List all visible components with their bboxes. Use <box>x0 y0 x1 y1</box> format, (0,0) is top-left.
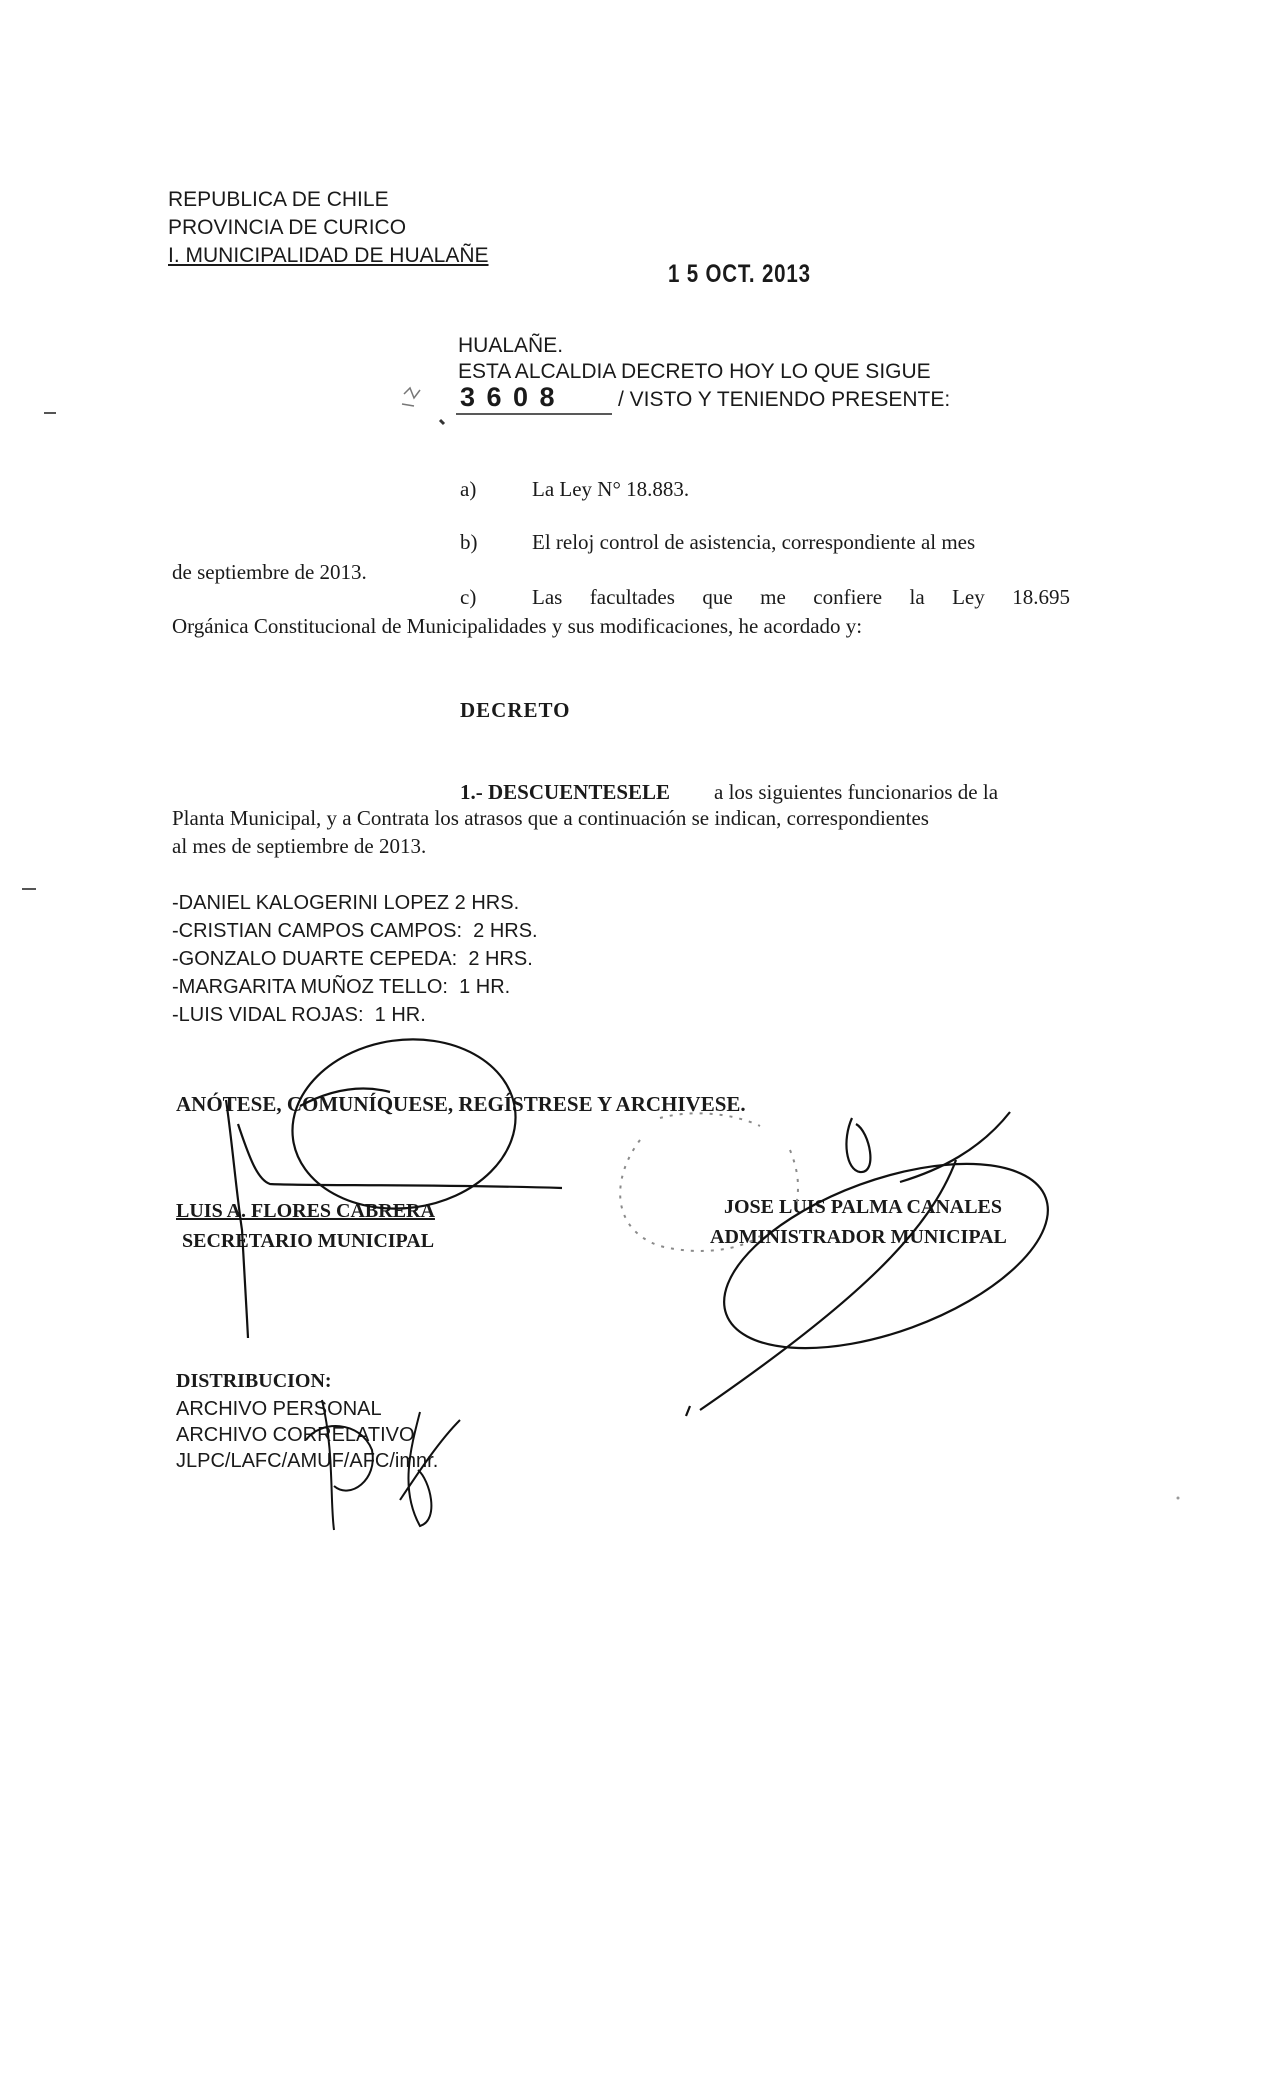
employee-item: -LUIS VIDAL ROJAS: 1 HR. <box>172 1004 426 1026</box>
item-b-continuation: de septiembre de 2013. <box>172 560 367 584</box>
article-1-label: 1.- DESCUENTESELE <box>460 780 671 804</box>
speck <box>1177 1497 1180 1500</box>
article-1-line1: a los siguientes funcionarios de la <box>714 780 999 804</box>
item-c-continuation: Orgánica Constitucional de Municipalidades y sus modificaciones, he acordado y: <box>172 614 863 638</box>
item-c-word: la <box>909 585 925 609</box>
left-signature-graphic <box>226 1025 562 1338</box>
signer-left-title: SECRETARIO MUNICIPAL <box>182 1230 435 1252</box>
item-a-letter: a) <box>460 477 477 501</box>
margin-mark <box>22 888 36 890</box>
distribution-line: JLPC/LAFC/AMUF/AFC/imnr. <box>176 1450 439 1472</box>
header-municipality: I. MUNICIPALIDAD DE HUALAÑE <box>168 244 489 267</box>
item-c-word: 18.695 <box>1012 585 1070 609</box>
preamble-visto: / VISTO Y TENIENDO PRESENTE: <box>618 388 951 411</box>
article-1-line3: al mes de septiembre de 2013. <box>172 834 427 858</box>
signer-left-name: LUIS A. FLORES CABRERA <box>176 1200 435 1222</box>
number-scribble <box>402 388 444 424</box>
employee-item: -DANIEL KALOGERINI LOPEZ 2 HRS. <box>172 892 520 914</box>
header-province: PROVINCIA DE CURICO <box>168 216 407 239</box>
decreto-title: DECRETO <box>460 698 571 722</box>
item-c-word: facultades <box>589 585 675 609</box>
item-c-text <box>532 585 1070 609</box>
decree-number: 3 6 0 8 <box>460 382 557 412</box>
preamble-statement: ESTA ALCALDIA DECRETO HOY LO QUE SIGUE <box>458 360 931 383</box>
employee-item: -MARGARITA MUÑOZ TELLO: 1 HR. <box>172 976 511 998</box>
item-c-word: que <box>702 585 733 609</box>
distribution-title: DISTRIBUCION: <box>176 1370 332 1392</box>
signer-right-title: ADMINISTRADOR MUNICIPAL <box>710 1226 1007 1248</box>
item-c-word: Ley <box>952 585 985 609</box>
item-b-letter: b) <box>460 530 478 554</box>
date-stamp: 1 5 OCT. 2013 <box>668 260 811 288</box>
item-c-letter: c) <box>460 585 477 609</box>
distribution-line: ARCHIVO CORRELATIVO <box>176 1424 415 1446</box>
right-signature-graphic <box>686 1112 1072 1416</box>
item-b-text: El reloj control de asistencia, correspondiente al mes <box>532 530 976 554</box>
closing-formula: ANÓTESE, COMUNÍQUESE, REGÍSTRESE Y ARCHIVESE. <box>176 1092 746 1116</box>
employee-item: -GONZALO DUARTE CEPEDA: 2 HRS. <box>172 948 533 970</box>
margin-mark <box>44 412 56 414</box>
employee-item: -CRISTIAN CAMPOS CAMPOS: 2 HRS. <box>172 920 538 942</box>
distribution-line: ARCHIVO PERSONAL <box>176 1398 382 1420</box>
signer-right-name: JOSE LUIS PALMA CANALES <box>724 1196 1003 1218</box>
header-country: REPUBLICA DE CHILE <box>168 188 389 211</box>
preamble-place: HUALAÑE. <box>458 334 564 357</box>
item-a-text: La Ley N° 18.883. <box>532 477 690 501</box>
item-c-word: confiere <box>813 585 883 609</box>
article-1-line2: Planta Municipal, y a Contrata los atrasos que a continuación se indican, correspondientes <box>172 806 929 830</box>
item-c-word: me <box>760 585 786 609</box>
item-c-word: Las <box>532 585 563 609</box>
